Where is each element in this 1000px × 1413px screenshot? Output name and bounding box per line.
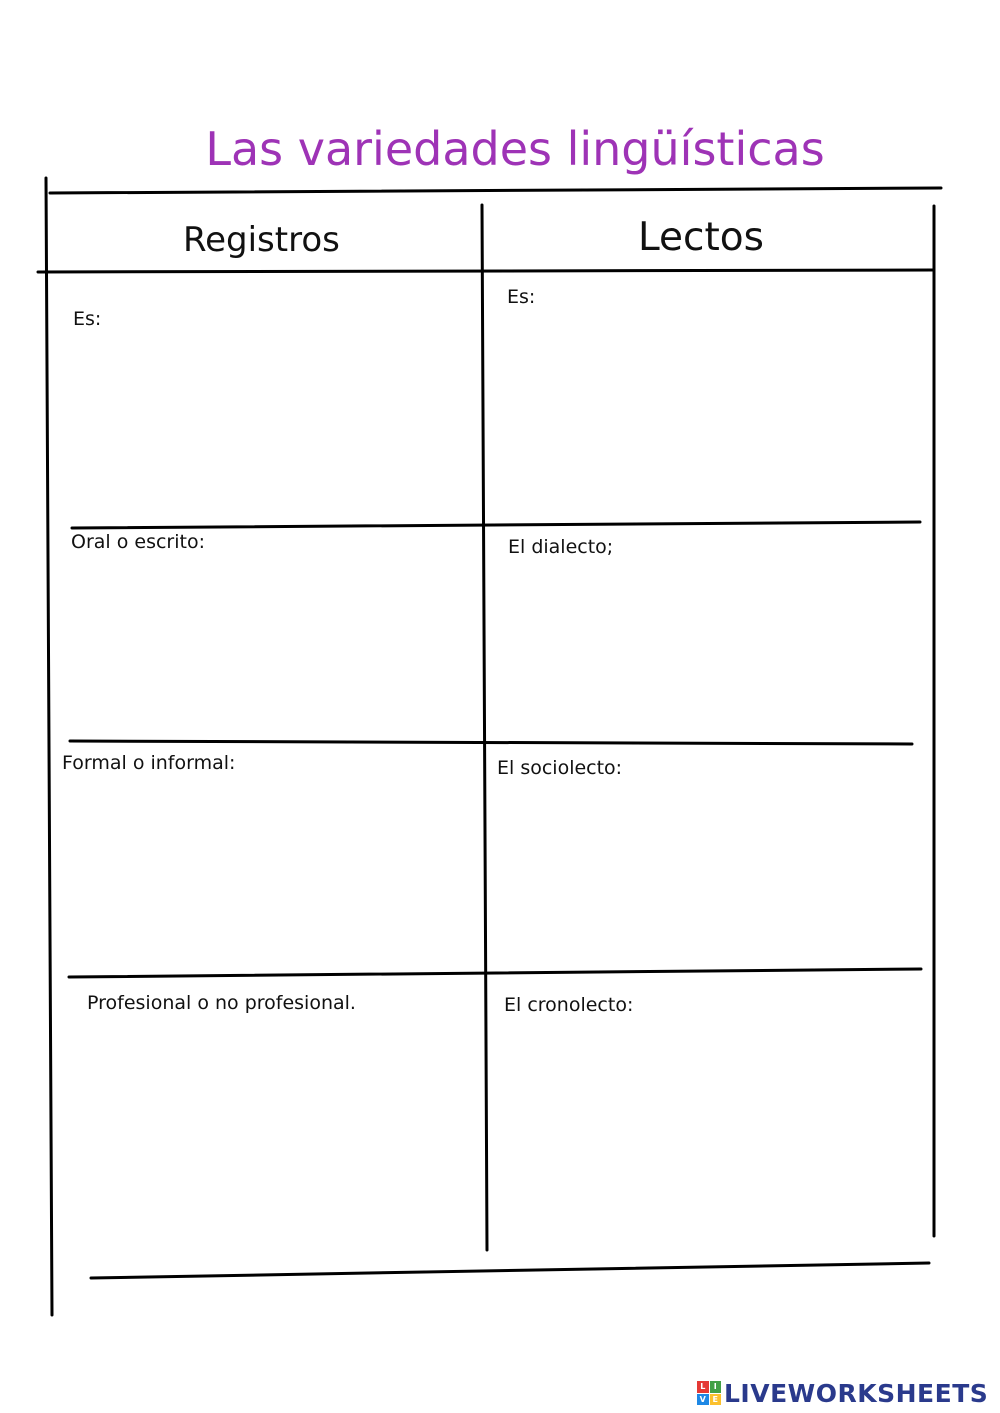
table-bottom-border [91,1263,929,1278]
logo-mark-tile: I [710,1381,722,1393]
cell-label-oral-escrito: Oral o escrito: [71,531,205,553]
logo-mark-tile: V [697,1394,709,1406]
table-top-border [50,188,941,193]
table-middle-divider [482,205,487,1250]
column-header-registros: Registros [183,220,340,260]
row-divider-2 [70,741,912,744]
cell-label-registros-es: Es: [73,308,102,330]
cell-label-sociolecto: El sociolecto: [497,757,623,779]
liveworksheets-logo-icon [697,1381,721,1405]
cell-label-formal-informal: Formal o informal: [62,752,236,774]
logo-mark-tile: L [697,1381,709,1393]
liveworksheets-logo[interactable] [697,1378,988,1408]
liveworksheets-logo-text: LIVEWORKSHEETS [724,1378,989,1408]
row-divider-3 [69,969,921,977]
row-divider-1 [72,522,920,528]
page-title: Las variedades lingüísticas [205,122,825,176]
logo-mark-tile: E [710,1394,722,1406]
cell-label-dialecto: El dialecto; [508,536,614,558]
cell-label-profesional: Profesional o no profesional. [87,992,356,1014]
column-header-lectos: Lectos [638,215,764,260]
cell-label-lectos-es: Es: [507,286,536,308]
cell-label-cronolecto: El cronolecto: [504,994,634,1016]
table-left-border [46,178,52,1315]
header-bottom-border [38,270,933,272]
